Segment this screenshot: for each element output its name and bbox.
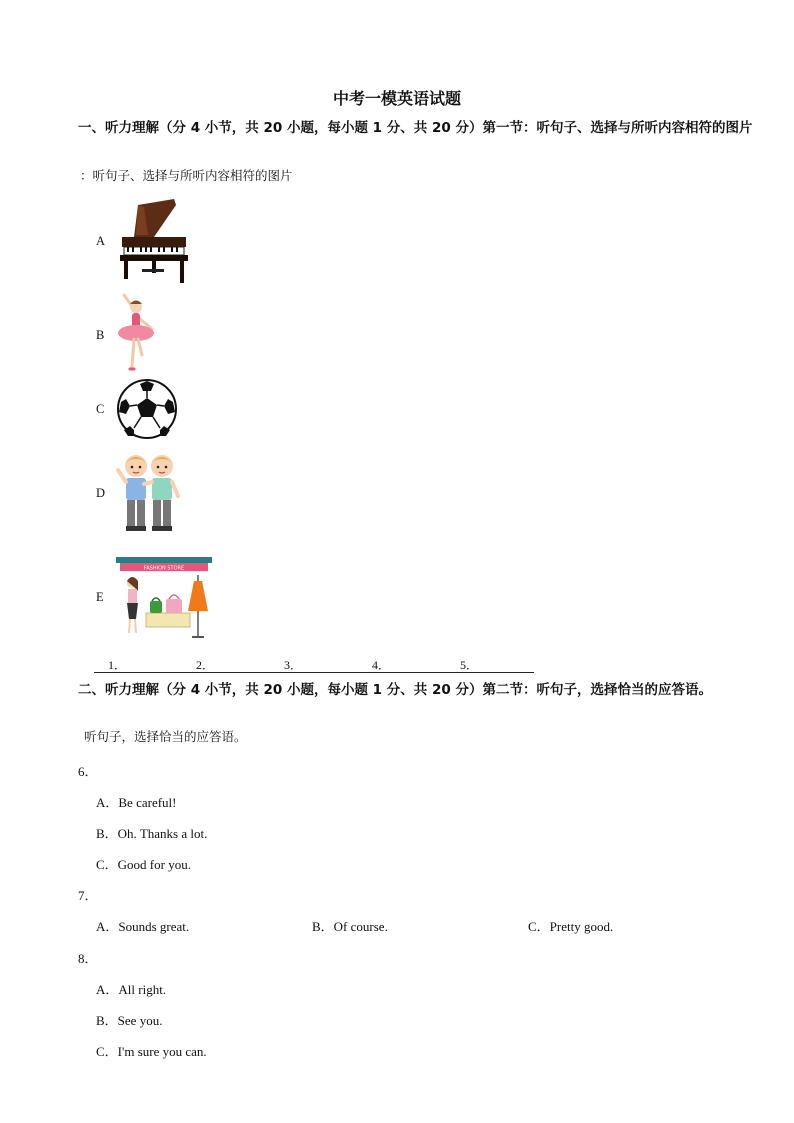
option-letter: C (96, 401, 105, 416)
fashion-store-icon (116, 553, 216, 641)
choice-c[interactable]: C．Pretty good. (528, 919, 614, 934)
choice-b[interactable]: B．Oh. Thanks a lot. (96, 826, 208, 841)
choice-a[interactable]: A．All right. (96, 982, 167, 997)
answer-blank[interactable]: 3． (284, 658, 303, 672)
option-letter: E (96, 589, 104, 604)
piano-icon (116, 197, 192, 285)
section1-heading: 一、听力理解（分 4 小节，共 20 小题，每小题 1 分、共 20 分）第一节：听句子、选择与所听内容相符的图片 (78, 120, 753, 136)
section1-instruction: ：听句子、选择与所听内容相符的图片 (80, 168, 293, 183)
option-letter: A (96, 233, 106, 248)
choice-c[interactable]: C．I'm sure you can. (96, 1044, 207, 1059)
option-e (96, 552, 216, 642)
choice-a[interactable]: A．Be careful! (96, 795, 177, 810)
soccer-ball-icon (116, 378, 178, 440)
question-number: 6． (78, 764, 98, 779)
choice-b[interactable]: B．See you. (96, 1013, 163, 1028)
store-sign: FASHION STORE (143, 565, 185, 572)
option-letter: B (96, 327, 105, 342)
option-d (96, 448, 184, 538)
section2-instruction: 听句子，选择恰当的应答语。 (84, 729, 247, 744)
question-number: 8． (78, 951, 98, 966)
answer-blank[interactable]: 1． (108, 658, 127, 672)
answer-blank[interactable]: 4． (372, 658, 391, 672)
two-boys-icon (116, 450, 184, 536)
answer-blanks (94, 656, 534, 673)
section2-heading: 二、听力理解（分 4 小节，共 20 小题，每小题 1 分、共 20 分）第二节：听句子，选择恰当的应答语。 (78, 682, 712, 698)
choice-c[interactable]: C．Good for you. (96, 857, 191, 872)
answer-blank[interactable]: 2． (196, 658, 215, 672)
choice-a[interactable]: A．Sounds great. (96, 919, 190, 934)
option-c (96, 364, 178, 454)
answer-blank[interactable]: 5． (460, 658, 479, 672)
option-letter: D (96, 485, 106, 500)
choice-b[interactable]: B．Of course. (312, 919, 388, 934)
page-title: 中考一模英语试题 (332, 89, 461, 108)
question-number: 7． (78, 888, 98, 903)
option-a (96, 196, 192, 286)
